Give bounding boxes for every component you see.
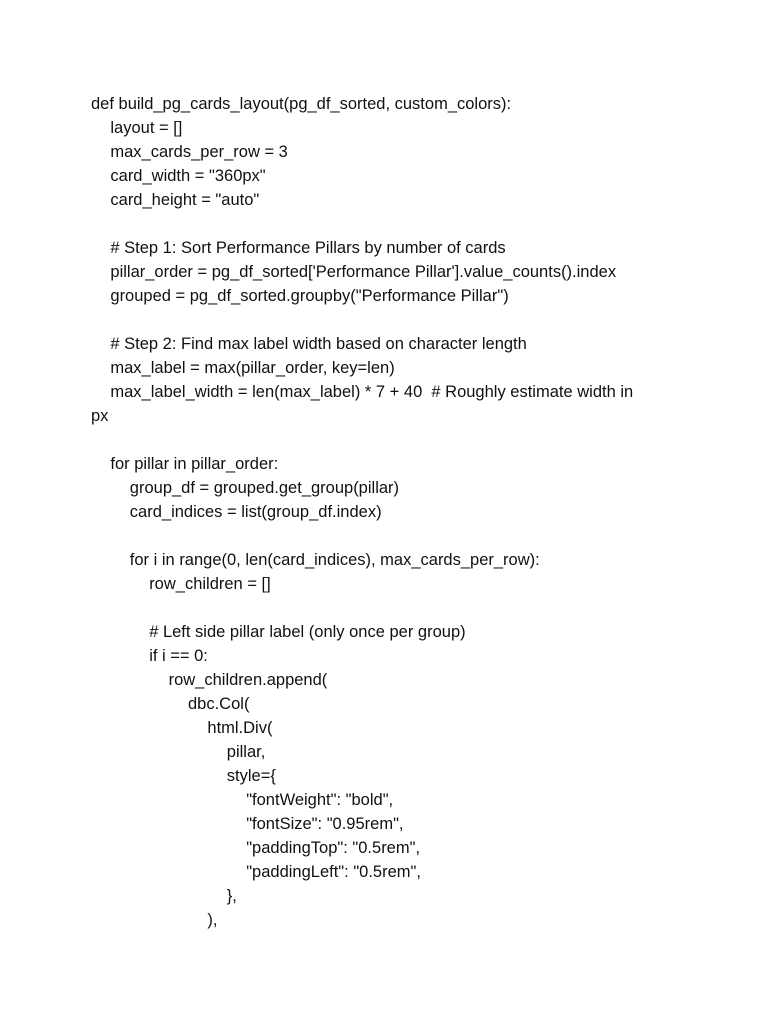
code-line: max_label = max(pillar_order, key=len) (110, 359, 395, 377)
blank-line (91, 308, 681, 332)
blank-line (91, 524, 681, 548)
code-line: max_cards_per_row = 3 (110, 143, 288, 161)
code-line: dbc.Col( (188, 695, 250, 713)
code-line: if i == 0: (149, 647, 208, 665)
code-line: # Step 1: Sort Performance Pillars by number of cards (110, 239, 506, 257)
code-line: group_df = grouped.get_group(pillar) (129, 479, 400, 497)
code-line: ), (207, 911, 218, 929)
code-line: # Step 2: Find max label width based on character length (110, 335, 527, 353)
code-line: # Left side pillar label (only once per group) (149, 623, 466, 641)
code-line: row_children.append( (168, 671, 328, 689)
code-line: }, (226, 887, 237, 905)
code-block (91, 92, 681, 932)
code-line: px (91, 407, 109, 425)
code-line: "fontWeight": "bold", (246, 791, 394, 809)
blank-line (91, 596, 681, 620)
code-line: card_width = "360px" (110, 167, 266, 185)
code-line: style={ (226, 767, 276, 785)
code-line: pillar, (226, 743, 266, 761)
code-line: for pillar in pillar_order: (110, 455, 279, 473)
code-line: max_label_width = len(max_label) * 7 + 40 # Roughly estimate width in (110, 383, 634, 401)
code-line: pillar_order = pg_df_sorted['Performance Pillar'].value_counts().index (110, 263, 617, 281)
code-line: "paddingLeft": "0.5rem", (246, 863, 421, 881)
code-line: html.Div( (207, 719, 273, 737)
code-line: "fontSize": "0.95rem", (246, 815, 404, 833)
blank-line (91, 428, 681, 452)
blank-line (91, 212, 681, 236)
code-line: layout = [] (110, 119, 183, 137)
code-line: grouped = pg_df_sorted.groupby("Performance Pillar") (110, 287, 509, 305)
code-line: "paddingTop": "0.5rem", (246, 839, 421, 857)
code-line: card_indices = list(group_df.index) (129, 503, 382, 521)
code-line: for i in range(0, len(card_indices), max_cards_per_row): (129, 551, 540, 569)
code-line: row_children = [] (149, 575, 271, 593)
code-line: def build_pg_cards_layout(pg_df_sorted, custom_colors): (91, 95, 512, 113)
code-line: card_height = "auto" (110, 191, 260, 209)
